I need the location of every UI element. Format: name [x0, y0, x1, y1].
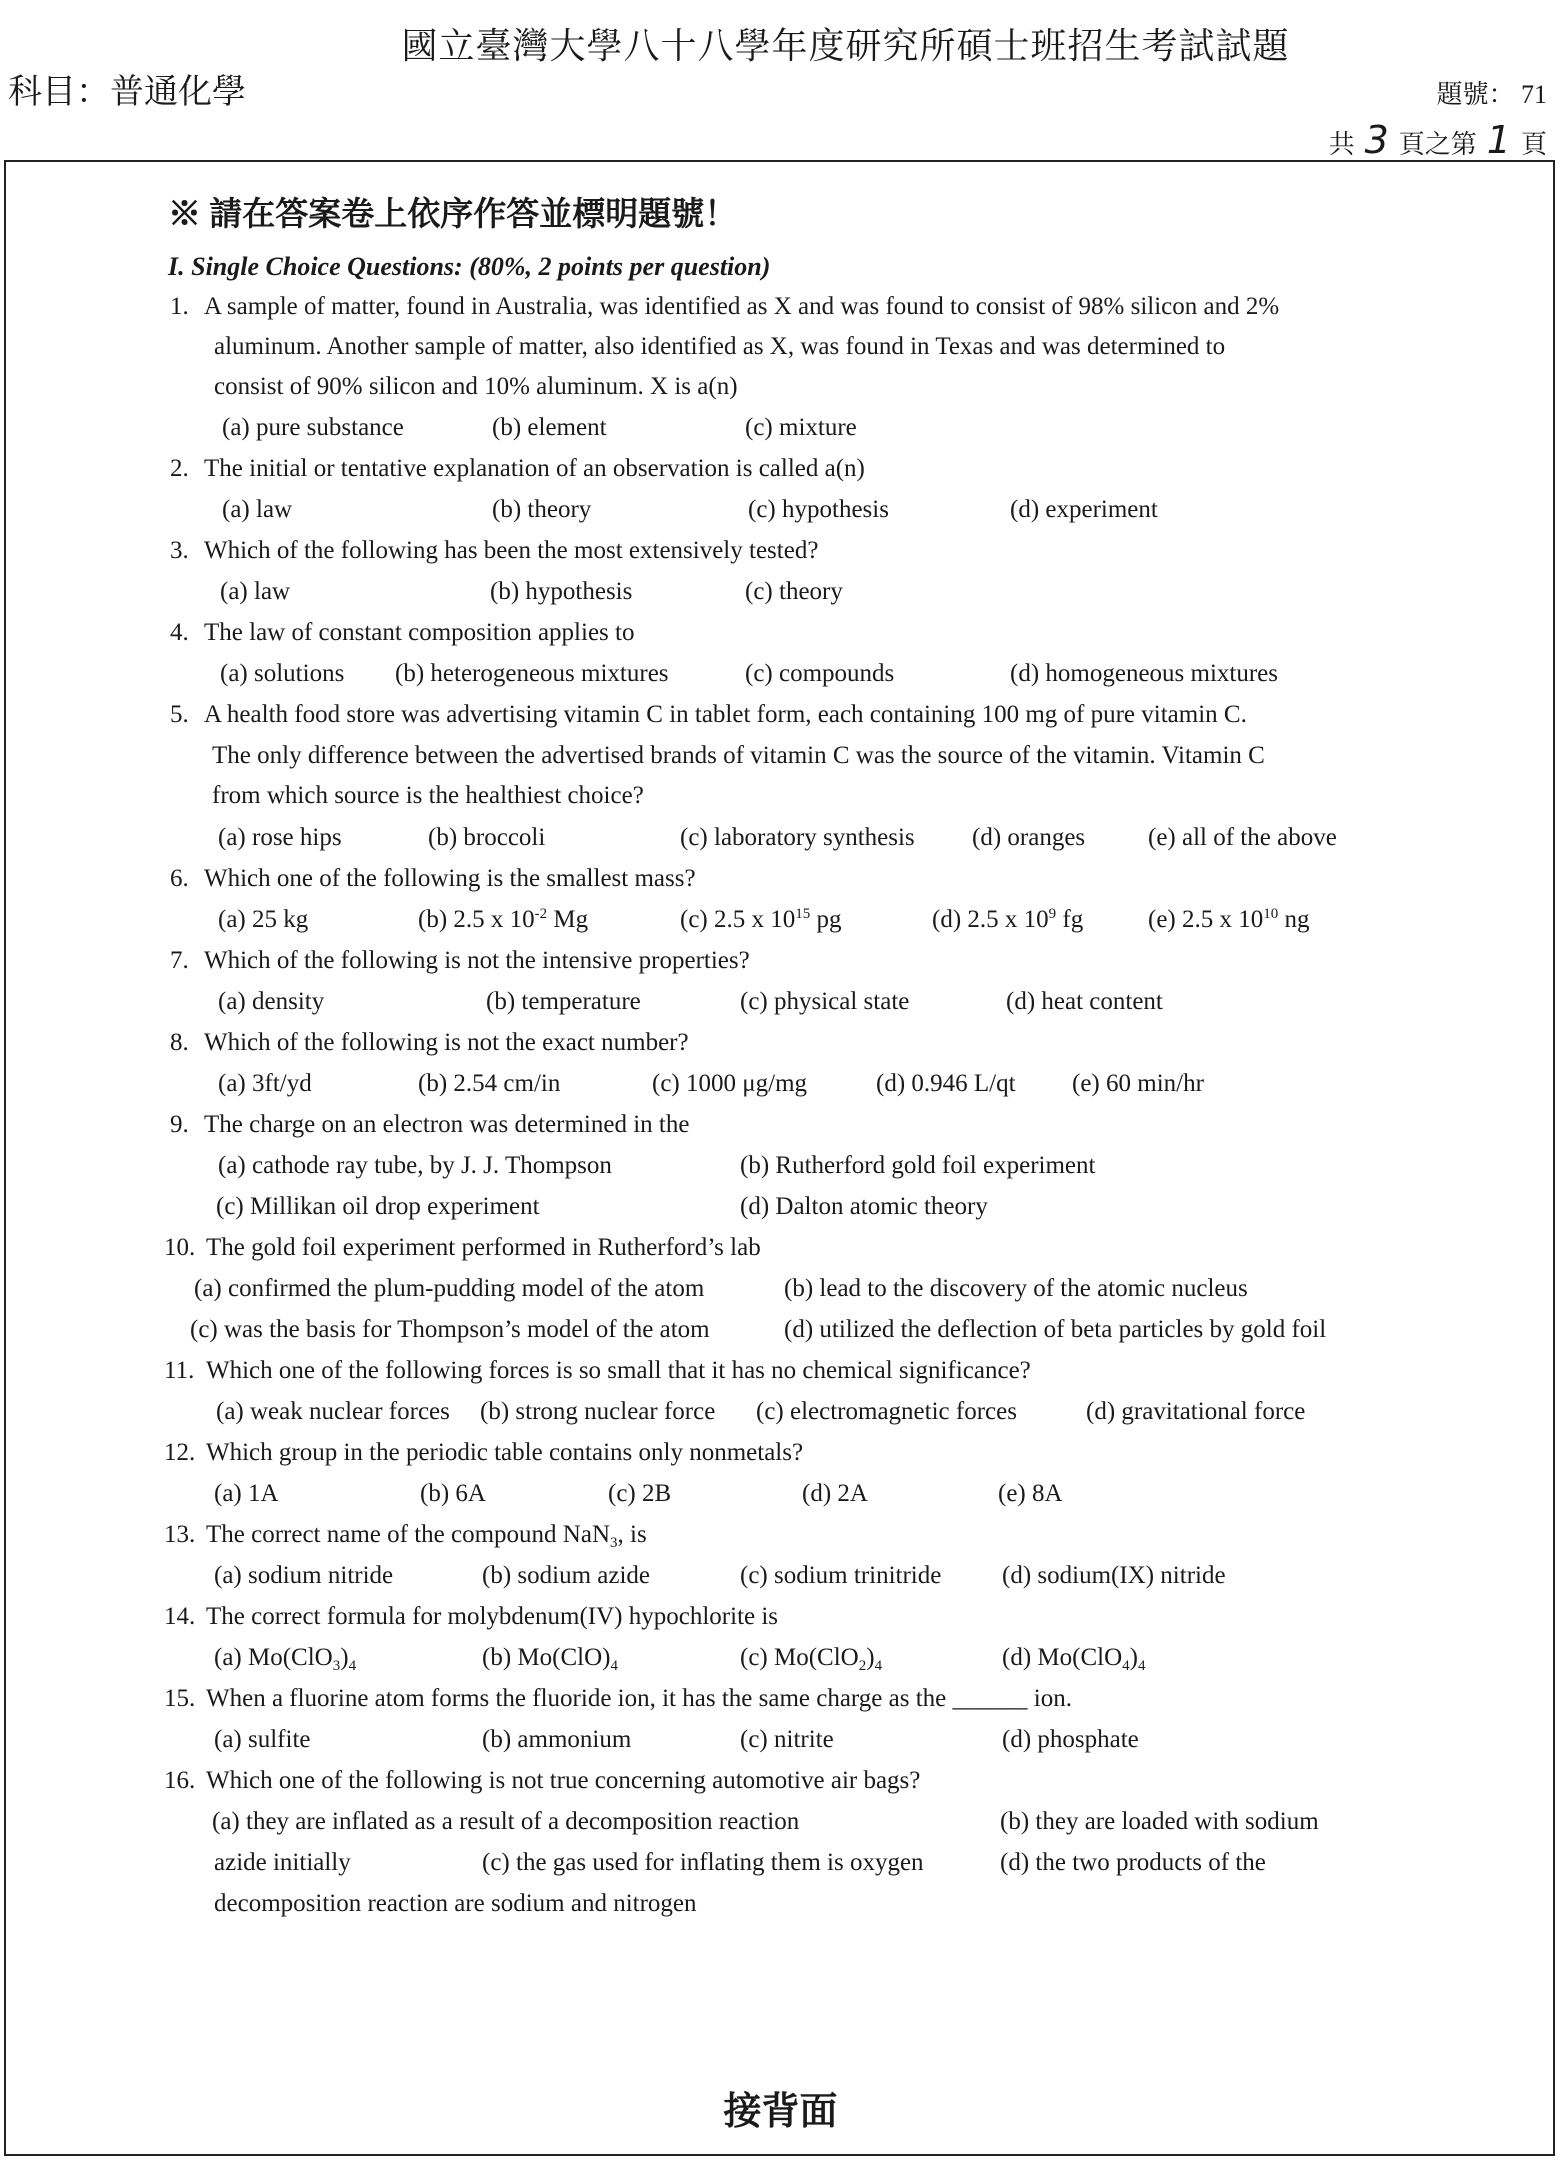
option: (b) sodium azide — [482, 1562, 651, 1589]
option: (c) 2.5 x $10^{15}$ pg — [680, 906, 842, 933]
question-text: The initial or tentative explanation of an observation is called a(n) — [204, 455, 865, 482]
question-number: 14. — [164, 1603, 196, 1630]
option-continued: azide initially — [214, 1849, 351, 1876]
question-number: 4. — [170, 619, 189, 646]
option: (e) 60 min/hr — [1072, 1070, 1204, 1097]
option: (c) 2B — [608, 1480, 672, 1507]
question-text: Which of the following has been the most extensively tested? — [204, 537, 819, 564]
question-text: aluminum. Another sample of matter, also identified as X, was found in Texas and was determined to — [214, 333, 1226, 360]
exam-title: 國立臺灣大學八十八學年度研究所碩士班招生考試試題 — [401, 26, 1290, 66]
option: (c) $Mo(ClO_2)_4$ — [740, 1644, 883, 1674]
question-text: Which one of the following forces is so small that it has no chemical significance? — [206, 1357, 1031, 1384]
option: (c) 1000 μg/mg — [652, 1070, 808, 1097]
option: (d) utilized the deflection of beta particles by gold foil — [784, 1316, 1327, 1343]
question-text: Which of the following is not the intensive properties? — [204, 947, 750, 974]
question-text: The law of constant composition applies to — [204, 619, 635, 646]
option: (a) 1A — [214, 1480, 279, 1507]
question-text: Which group in the periodic table contains only nonmetals? — [206, 1439, 804, 1466]
option: (c) physical state — [740, 988, 910, 1015]
pages-suffix: 頁 — [1520, 130, 1547, 159]
question-text: from which source is the healthiest choice? — [212, 782, 644, 809]
option: (a) pure substance — [222, 414, 404, 441]
option: (e) 2.5 x $10^{10}$ ng — [1148, 906, 1310, 933]
option: (a) confirmed the plum-pudding model of the atom — [194, 1275, 705, 1302]
option: (b) they are loaded with sodium — [1000, 1808, 1319, 1835]
option: (b) heterogeneous mixtures — [395, 660, 669, 687]
option: (b) 2.54 cm/in — [418, 1070, 561, 1097]
question-text: The gold foil experiment performed in Rutherford’s lab — [206, 1234, 761, 1261]
option: (b) theory — [492, 496, 592, 523]
option: (d) experiment — [1010, 496, 1158, 523]
question-number: 12. — [164, 1439, 196, 1466]
option: (a) 3ft/yd — [218, 1070, 312, 1097]
question-text: The only difference between the advertised brands of vitamin C was the source of the vitamin. Vitamin C — [212, 742, 1265, 769]
option: (a) they are inflated as a result of a decomposition reaction — [212, 1808, 800, 1835]
option: (a) density — [218, 988, 325, 1015]
option: (b) 6A — [420, 1480, 486, 1507]
question-number: 題號： 71 — [1436, 80, 1547, 109]
option: (a) sulfite — [214, 1726, 311, 1753]
option: (a) $Mo(ClO_3)_4$ — [214, 1644, 357, 1674]
option: (b) ammonium — [482, 1726, 632, 1753]
option: (d) gravitational force — [1086, 1398, 1306, 1425]
option: (c) theory — [745, 578, 843, 605]
question-number: 15. — [164, 1685, 196, 1712]
option: (b) temperature — [486, 988, 641, 1015]
option: (a) 25 kg — [218, 906, 309, 933]
option: (d) sodium(IX) nitride — [1002, 1562, 1226, 1589]
question-text: Which one of the following is the smallest mass? — [204, 865, 696, 892]
option: (d) Dalton atomic theory — [740, 1193, 988, 1220]
question-number: 8. — [170, 1029, 189, 1056]
option: (d) heat content — [1006, 988, 1163, 1015]
option: (c) was the basis for Thompson’s model of the atom — [190, 1316, 710, 1343]
question-number: 1. — [170, 293, 189, 320]
question-text: When a fluorine atom forms the fluoride ion, it has the same charge as the ______ ion. — [206, 1685, 1072, 1712]
option: (c) mixture — [745, 414, 857, 441]
option: (b) strong nuclear force — [480, 1398, 716, 1425]
option: (d) the two products of the — [1000, 1849, 1266, 1876]
option: (e) 8A — [998, 1480, 1063, 1507]
pages-total: 3 — [1364, 118, 1389, 162]
question-number: 9. — [170, 1111, 189, 1138]
pages-current: 1 — [1486, 118, 1511, 162]
question-text: Which one of the following is not true concerning automotive air bags? — [206, 1767, 921, 1794]
question-text: The charge on an electron was determined in the — [204, 1111, 690, 1138]
option: (d) 0.946 L/qt — [876, 1070, 1016, 1097]
option: (e) all of the above — [1148, 824, 1337, 851]
pages-mid: 頁之第 — [1398, 130, 1477, 159]
option: (a) cathode ray tube, by J. J. Thompson — [218, 1152, 612, 1179]
option: (c) laboratory synthesis — [680, 824, 915, 851]
option: (d) phosphate — [1002, 1726, 1139, 1753]
option: (b) hypothesis — [490, 578, 633, 605]
option: (a) solutions — [220, 660, 345, 687]
option: (d) homogeneous mixtures — [1010, 660, 1279, 687]
option: (b) lead to the discovery of the atomic nucleus — [784, 1275, 1248, 1302]
question-text: consist of 90% silicon and 10% aluminum. X is a(n) — [214, 373, 738, 400]
subject-label: 科目：普通化學 — [8, 74, 246, 111]
option: (a) weak nuclear forces — [216, 1398, 450, 1425]
section-heading: I. Single Choice Questions: (80%, 2 points per question) — [168, 252, 771, 281]
question-text: Which of the following is not the exact number? — [204, 1029, 689, 1056]
question-text: A sample of matter, found in Australia, was identified as X and was found to consist of 98% silicon and 2% — [204, 293, 1280, 320]
question-number: 16. — [164, 1767, 196, 1794]
option: (c) Millikan oil drop experiment — [216, 1193, 540, 1220]
option: (c) compounds — [745, 660, 895, 687]
option-continued: decomposition reaction are sodium and nitrogen — [214, 1890, 697, 1917]
question-number: 5. — [170, 701, 189, 728]
option: (b) $Mo(ClO)_4$ — [482, 1644, 618, 1674]
option: (b) element — [492, 414, 607, 441]
option: (c) hypothesis — [748, 496, 889, 523]
option: (b) Rutherford gold foil experiment — [740, 1152, 1096, 1179]
option: (d) $Mo(ClO_4)_4$ — [1002, 1644, 1146, 1674]
question-number: 11. — [164, 1357, 195, 1384]
answer-notice: ※ 請在答案卷上依序作答並標明題號！ — [168, 197, 738, 233]
option: (d) 2.5 x $10^9$ fg — [932, 906, 1084, 933]
option: (a) law — [222, 496, 293, 523]
question-number: 2. — [170, 455, 189, 482]
option: (a) rose hips — [218, 824, 342, 851]
question-number: 10. — [164, 1234, 196, 1261]
option: (c) sodium trinitride — [740, 1562, 942, 1589]
option: (c) nitrite — [740, 1726, 834, 1753]
question-number: 7. — [170, 947, 189, 974]
option: (d) 2A — [802, 1480, 868, 1507]
pages-prefix: 共 — [1328, 130, 1355, 159]
option: (d) oranges — [972, 824, 1086, 851]
question-number: 6. — [170, 865, 189, 892]
page-indicator — [1329, 118, 1547, 162]
question-number: 3. — [170, 537, 189, 564]
question-text: The correct name of the compound NaN$_3$, is — [206, 1521, 647, 1551]
option: (c) electromagnetic forces — [756, 1398, 1017, 1425]
option: (b) broccoli — [428, 824, 546, 851]
question-text: The correct formula for molybdenum(IV) hypochlorite is — [206, 1603, 779, 1630]
continue-on-back: 接背面 — [723, 2088, 838, 2133]
option: (a) sodium nitride — [214, 1562, 394, 1589]
option: (b) 2.5 x $10^{-2}$ Mg — [418, 906, 589, 933]
question-text: A health food store was advertising vitamin C in tablet form, each containing 100 mg of pure vitamin C. — [204, 701, 1247, 728]
option: (c) the gas used for inflating them is oxygen — [482, 1849, 924, 1876]
question-number: 13. — [164, 1521, 196, 1548]
option: (a) law — [220, 578, 291, 605]
